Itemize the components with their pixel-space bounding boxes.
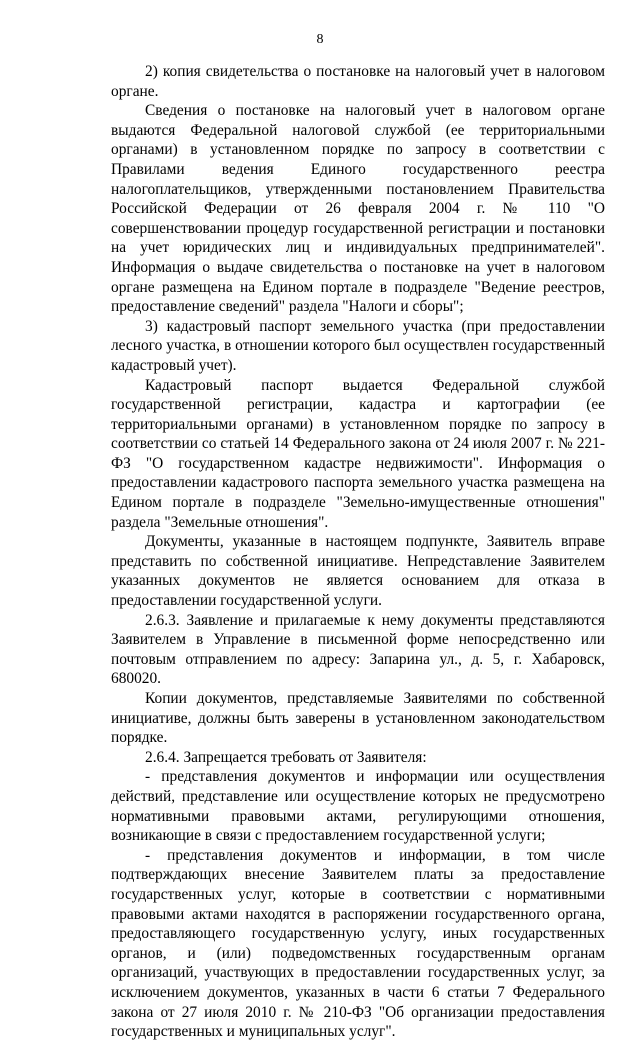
document-body (111, 62, 605, 1042)
paragraph-tax-certificate-copy: 2) копия свидетельства о постановке на налоговый учет в налоговом органе. (111, 63, 605, 100)
paragraph-2-6-3: 2.6.3. Заявление и прилагаемые к нему документы представляются Заявителем в Управление в письменной форме непосредственно или почтовым отправлением по адресу: Запарина ул., д. 5, г. Хабаровск, 680020. (111, 611, 605, 688)
paragraph-2-6-4: 2.6.4. Запрещается требовать от Заявителя: (145, 748, 427, 766)
paragraph-cadastral-passport-issuance: Кадастровый паспорт выдается Федеральной службой государственной регистрации, кадастра и картографии (ее территориальными органами) в установленном порядке по запросу в соответствии со статьей 14 Федерального закона от 24 июля 2007 г. № 221-ФЗ "О государственном кадастре недвижимости". Информация о предоставлении кадастрового паспорта земельного участка размещена на Едином портале в подразделе "Земельно-имущественные отношения" раздела "Земельные отношения". (111, 376, 605, 531)
paragraph-tax-registration-info: Сведения о постановке на налоговый учет в налоговом органе выдаются Федеральной налоговой службой (ее территориальными органами) в установленном порядке по запросу в соответствии с Правилами ведения Единого государственного реестра налогоплательщиков, утвержденными постановлением Правительства Российской Федерации от 26 февраля 2004 г. № 110 "О совершенствовании процедур государственной регистрации и постановки на учет юридических лиц и индивидуальных предпринимателей". Информация о выдаче свидетельства о постановке на учет в налоговом органе размещена на Едином портале в подразделе "Ведение реестров, предоставление сведений" раздела "Налоги и сборы"; (111, 102, 605, 316)
paragraph-own-initiative-documents: Документы, указанные в настоящем подпункте, Заявитель вправе представить по собственной инициативе. Непредставление Заявителем указанных документов не является основанием для отказа в предоставлении государственной услуги. (111, 533, 605, 610)
list-item-prohibited-documents: - представления документов и информации, в том числе подтверждающих внесение Заявителем платы за предоставление государственных услуг, которые в соответствии с нормативными правовыми актами находятся в распоряжении государственного органа, предоставляющего государственную услугу, иных государственных органов, и (или) подведомственных государственным органам организаций, участвующих в предоставлении государственных услуг, за исключением документов, указанных в части 6 статьи 7 Федерального закона от 27 июля 2010 г. № 210-ФЗ "Об организации предоставления государственных и муниципальных услуг". (111, 846, 605, 1041)
paragraph-document-copies: Копии документов, представляемые Заявителями по собственной инициативе, должны быть заверены в установленном законодательством порядке. (111, 690, 605, 747)
page-number: 8 (316, 32, 324, 47)
paragraph-cadastral-passport: 3) кадастровый паспорт земельного участка (при предоставлении лесного участка, в отношении которого был осуществлен государственный кадастровый учет). (111, 317, 605, 374)
list-item-prohibited-actions: - представления документов и информации или осуществления действий, представление или осуществление которых не предусмотрено нормативными правовыми актами, регулирующими отношения, возникающие в связи с предоставлением государственной услуги; (111, 768, 605, 845)
